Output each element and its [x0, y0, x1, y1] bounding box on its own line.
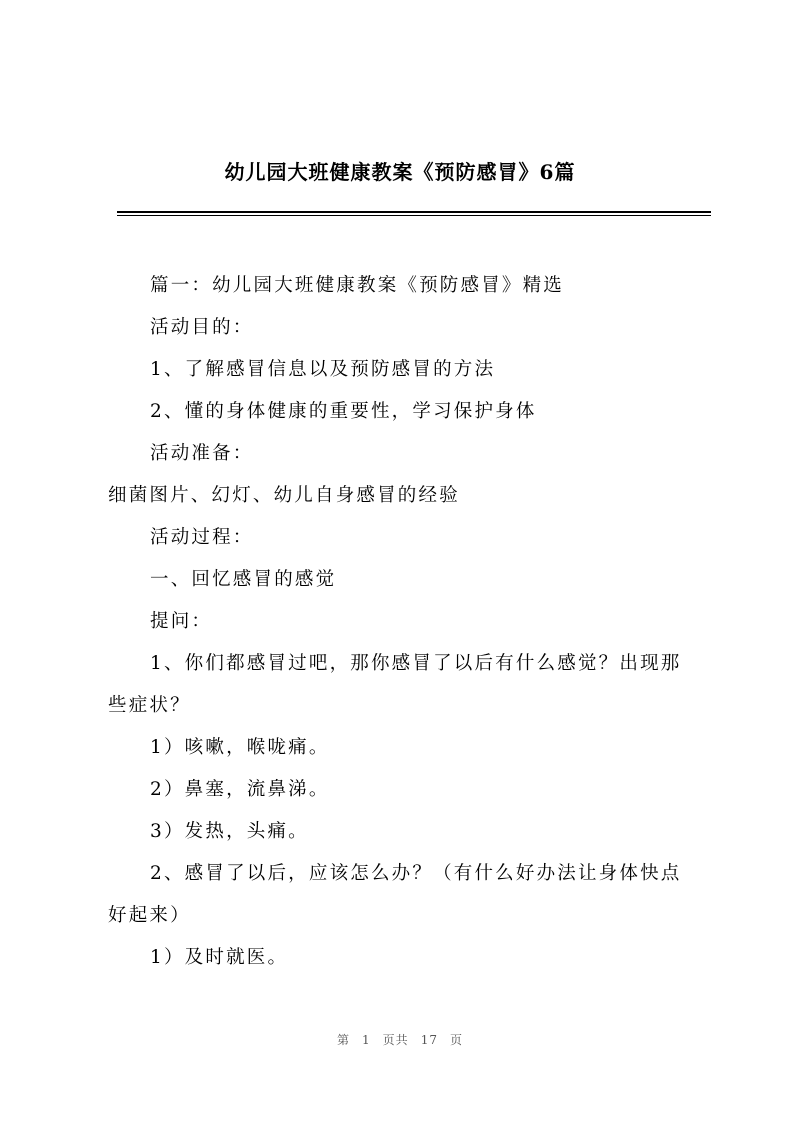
paragraph: 2）鼻塞，流鼻涕。	[150, 779, 330, 800]
paragraph: 提问：	[150, 611, 213, 632]
footer-prefix: 第	[337, 1033, 351, 1047]
paragraph: 活动目的：	[150, 317, 254, 338]
paragraph: 1、了解感冒信息以及预防感冒的方法	[150, 359, 496, 380]
paragraph: 活动准备：	[150, 443, 254, 464]
page-footer	[0, 1031, 800, 1048]
paragraph: 活动过程：	[150, 527, 254, 548]
paragraph: 2、懂的身体健康的重要性，学习保护身体	[150, 401, 537, 422]
paragraph: 些症状？	[108, 695, 191, 716]
title-divider	[117, 211, 711, 213]
section-heading: 篇一：幼儿园大班健康教案《预防感冒》精选	[150, 275, 565, 296]
paragraph: 3）发热，头痛。	[150, 821, 309, 842]
footer-page-number: 1	[362, 1033, 371, 1047]
paragraph: 1）咳嗽，喉咙痛。	[150, 737, 330, 758]
paragraph: 细菌图片、幻灯、幼儿自身感冒的经验	[108, 485, 460, 506]
document-title: 幼儿园大班健康教案《预防感冒》6篇	[224, 160, 576, 184]
paragraph: 1）及时就医。	[150, 947, 289, 968]
paragraph: 好起来）	[108, 905, 191, 926]
footer-suffix: 页	[449, 1033, 463, 1047]
paragraph: 2、感冒了以后，应该怎么办？（有什么好办法让身体快点	[150, 863, 682, 884]
footer-mid: 页共	[382, 1033, 409, 1047]
paragraph: 1、你们都感冒过吧，那你感冒了以后有什么感觉？出现那	[150, 653, 682, 674]
title-divider-thin	[117, 215, 711, 216]
footer-total-pages: 17	[420, 1033, 438, 1047]
paragraph: 一、回忆感冒的感觉	[150, 569, 337, 590]
